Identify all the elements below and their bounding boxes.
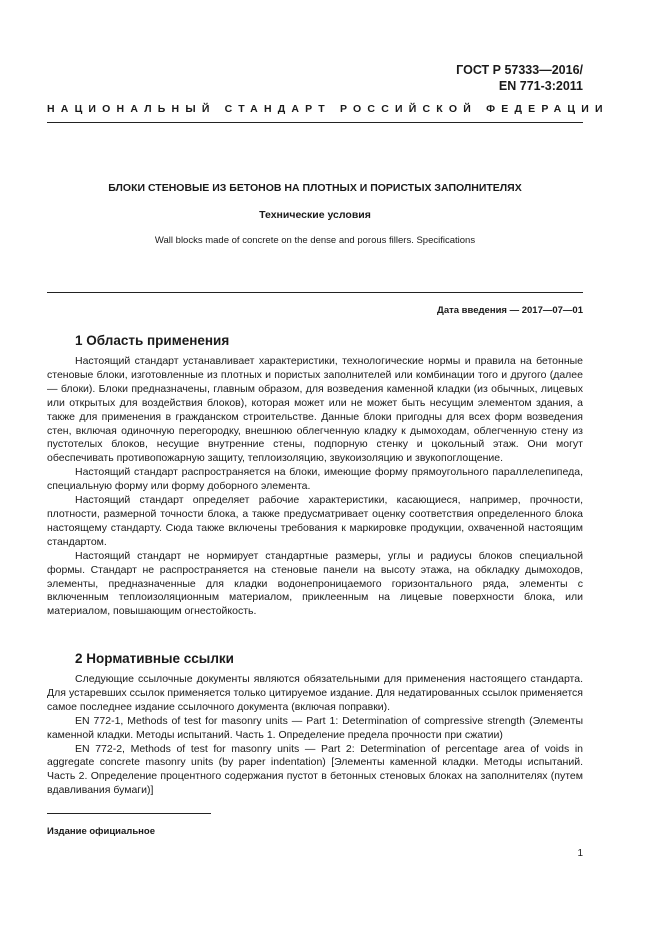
section-1-heading: 1 Область применения: [75, 333, 230, 348]
paragraph: Настоящий стандарт не нормирует стандартные размеры, углы и радиусы блоков специальной формы. Стандарт не распространяется на стеновые панели на высоту этажа, на обкладку дымоходов, элементы, предназначенные для кладки водонепроницаемого горизонтального ряда, элементы с включенным теплоизоляционным материалом, приклеенным на лицевые поверхности блока, или материалом, повышающим огнестойкость.: [47, 549, 583, 618]
document-subtitle: Технические условия: [259, 209, 371, 221]
paragraph: EN 772-2, Methods of test for masonry units — Part 2: Determination of percentage area of voids in aggregate concrete masonry units (by paper indentation) [Элементы каменной кладки. Методы испытаний. Часть 2. Определение процентного содержания пустот в бетонных стеновых блоках на заполнителях (путем вдавливания бумаги)]: [47, 742, 583, 797]
introduction-date: Дата введения — 2017—07—01: [437, 305, 583, 316]
title-rule: [47, 292, 583, 293]
document-title: БЛОКИ СТЕНОВЫЕ ИЗ БЕТОНОВ НА ПЛОТНЫХ И ПОРИСТЫХ ЗАПОЛНИТЕЛЯХ: [108, 182, 522, 194]
national-standard-banner: НАЦИОНАЛЬНЫЙ СТАНДАРТ РОССИЙСКОЙ ФЕДЕРАЦИИ: [47, 103, 609, 115]
gost-designation: [456, 62, 583, 94]
en-number: EN 771-3:2011: [498, 79, 583, 93]
paragraph: EN 772-1, Methods of test for masonry units — Part 1: Determination of compressive strength (Элементы каменной кладки. Методы испытаний. Часть 1. Определение предела прочности при сжатии): [47, 714, 583, 741]
paragraph: Настоящий стандарт определяет рабочие характеристики, касающиеся, например, прочности, плотности, размерной точности блока, а также предусматривает оценку соответствия определенного блока настоящему стандарту. Сюда также включены требования к маркировке продукции, охваченной настоящим стандартом.: [47, 494, 583, 548]
section-2-body: [47, 673, 583, 798]
footer-rule: [47, 813, 211, 814]
paragraph: Следующие ссылочные документы являются обязательными для применения настоящего стандарта. Для устаревших ссылок применяется только цитируемое издание. Для недатированных ссылок применяется самое последнее издание ссылочного документа (включая поправки).: [47, 673, 583, 713]
official-edition-label: Издание официальное: [47, 826, 155, 837]
gost-number: ГОСТ Р 57333—2016/: [456, 63, 583, 77]
paragraph: Настоящий стандарт распространяется на блоки, имеющие форму прямоугольного параллелепипеда, специальную форму или форму доборного элемента.: [47, 466, 583, 493]
english-title: Wall blocks made of concrete on the dense and porous fillers. Specifications: [154, 235, 476, 246]
paragraph: Настоящий стандарт устанавливает характеристики, технологические нормы и правила на бетонные стеновые блоки, изготовленные из плотных и пористых заполнителей или комбинации того и другого (далее — блоки). Блоки предназначены, главным образом, для возведения каменной кладки (из обычных, лицевых или открытых для воздействия блоков), которая может или не может быть несущим элементом здания, а также для применения в гражданском строительстве. Данные блоки пригодны для всех форм возведения стен, включая одиночную перегородку, внешнюю облегченную кладку к дымоходам, облегченную стену из пустотелых блоков, несущие внутренние стены, подпорную стенку и цокольный этаж. Они могут обеспечивать противопожарную защиту, теплоизоляцию, звукоизоляцию и звукопоглощение.: [47, 355, 583, 465]
section-2-heading: 2 Нормативные ссылки: [75, 651, 234, 666]
header-rule: [47, 122, 583, 123]
page-number: 1: [577, 848, 583, 859]
section-1-body: [47, 355, 583, 619]
